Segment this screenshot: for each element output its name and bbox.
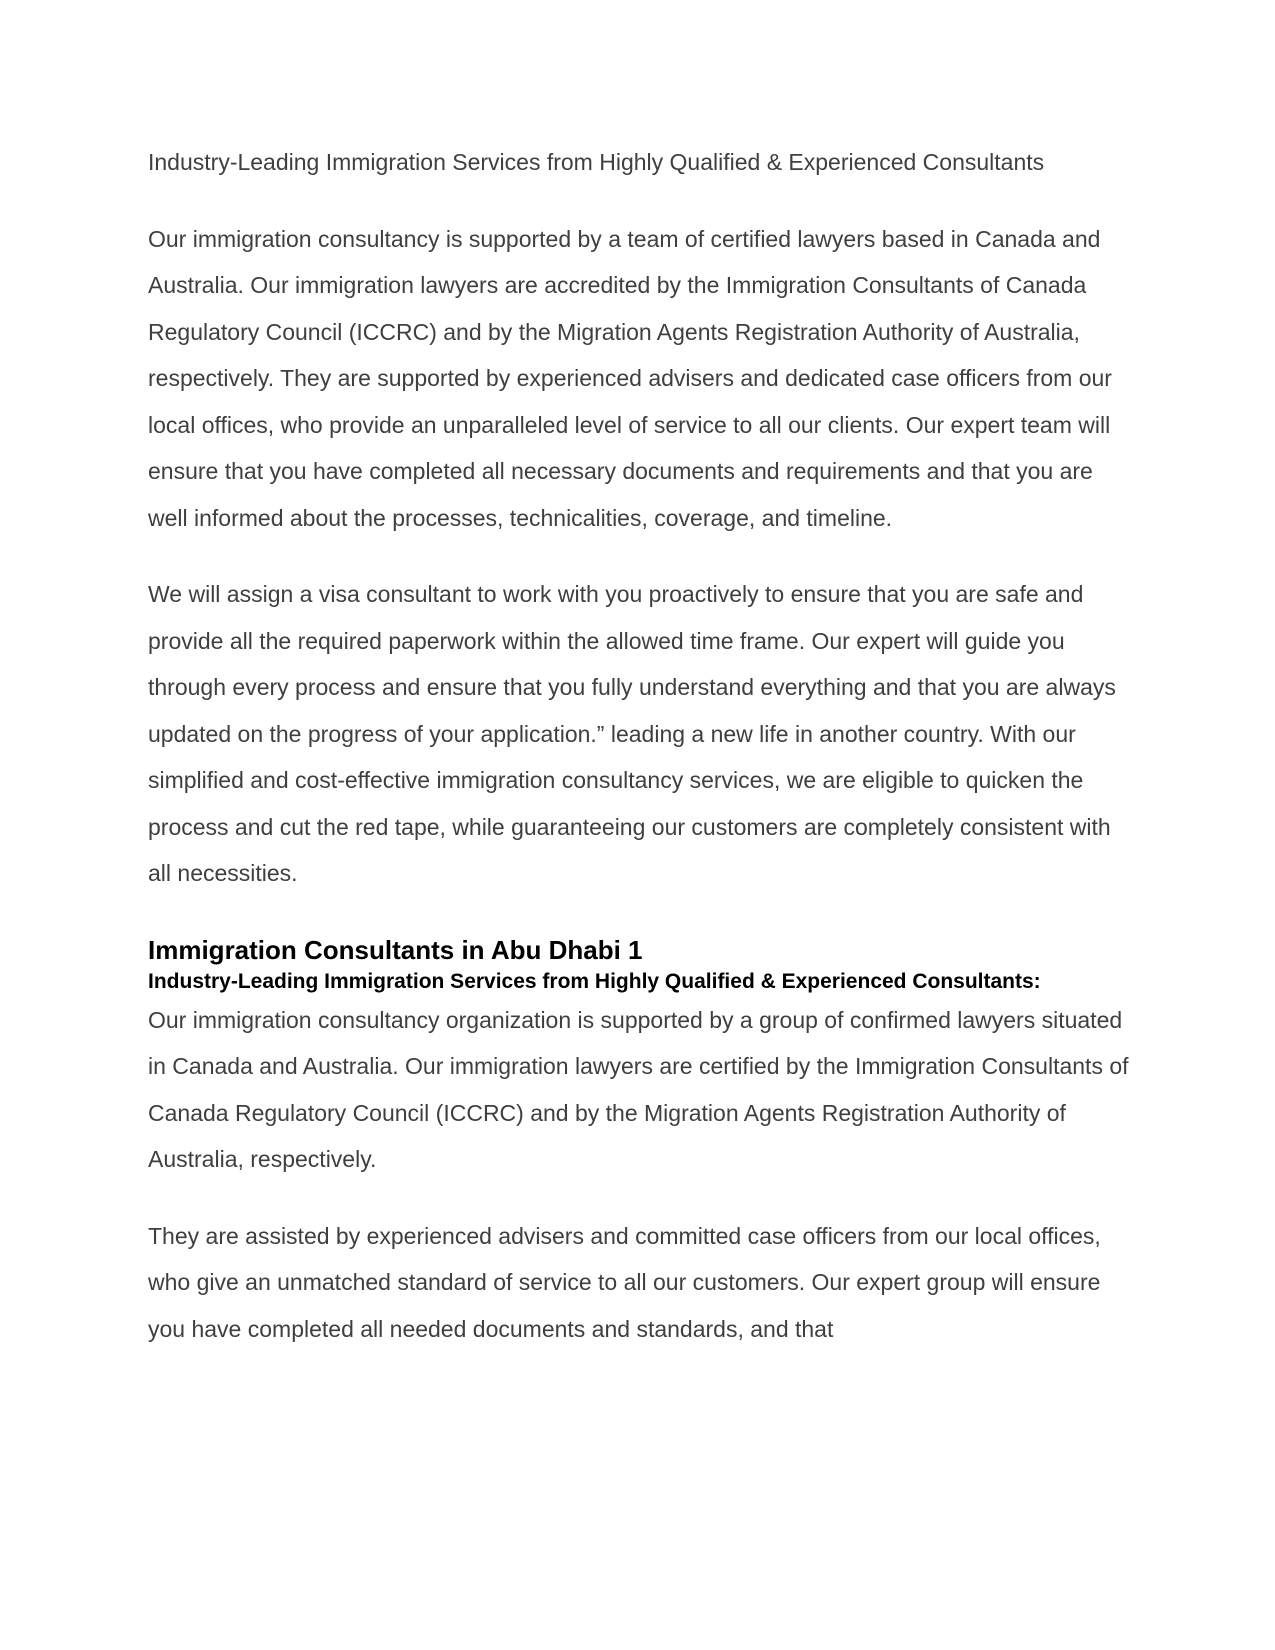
paragraph-gap (148, 186, 1138, 216)
paragraph-4: They are assisted by experienced advisers and committed case officers from our local offices, who give an unmatched standard of service to all our customers. Our expert group will ensure you have completed all needed documents and standards, and that (148, 1222, 1101, 1342)
paragraph-1: Our immigration consultancy is supported by a team of certified lawyers based in Canada and Australia. Our immigration lawyers are accredited by the Immigration Consultants of Canada Regulatory Council (ICCRC) and by the Migration Agents Registration Authority of Australia, respectively. They are supported by experienced advisers and dedicated case officers from our local offices, who provide an unparalleled level of service to all our clients. Our expert team will ensure that you have completed all necessary documents and requirements and that you are well informed about the processes, technicalities, coverage, and timeline. (148, 225, 1112, 531)
document-body (148, 139, 1138, 1352)
section-gap (148, 897, 1138, 933)
section-subheading: Industry-Leading Immigration Services from Highly Qualified & Experienced Consultants: (148, 969, 1041, 993)
section-heading: Immigration Consultants in Abu Dhabi 1 (148, 934, 643, 965)
paragraph-2: We will assign a visa consultant to work with you proactively to ensure that you are safe and provide all the required paperwork within the allowed time frame. Our expert will guide you through every process and ensure that you fully understand everything and that you are always updated on the progress of your application.” leading a new life in another country. With our simplified and cost-effective immigration consultancy services, we are eligible to quicken the process and cut the red tape, while guaranteeing our customers are completely consistent with all necessities. (148, 581, 1116, 886)
paragraph-gap (148, 541, 1138, 571)
intro-title: Industry-Leading Immigration Services from Highly Qualified & Experienced Consultants (148, 149, 1045, 175)
paragraph-gap (148, 1183, 1138, 1213)
paragraph-3: Our immigration consultancy organization is supported by a group of confirmed lawyers situated in Canada and Australia. Our immigration lawyers are certified by the Immigration Consultants of Canada Regulatory Council (ICCRC) and by the Migration Agents Registration Authority of Australia, respectively. (148, 1006, 1129, 1172)
